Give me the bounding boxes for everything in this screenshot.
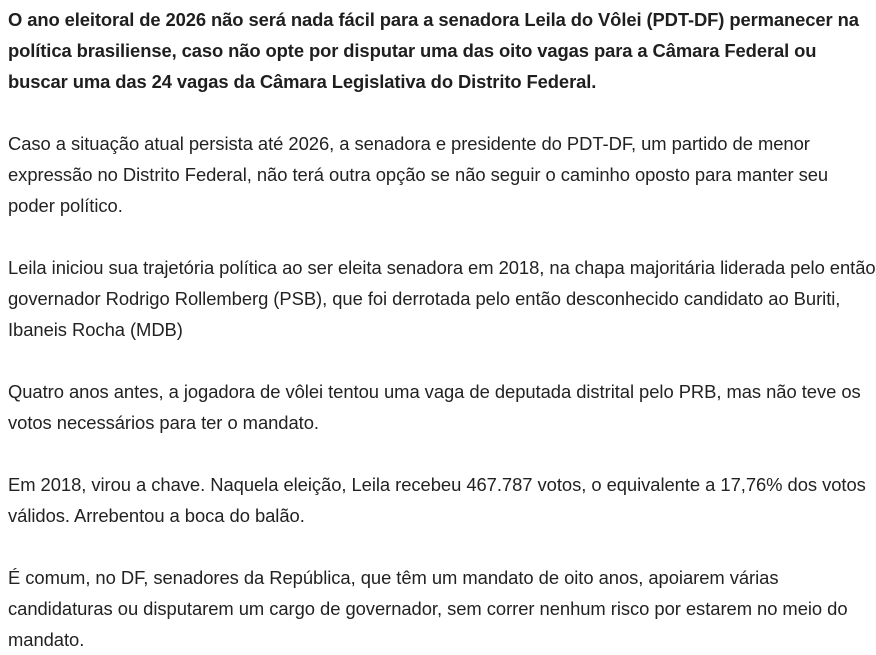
article-paragraph: Leila iniciou sua trajetória política ao ser eleita senadora em 2018, na chapa majoritária liderada pelo então governador Rodrigo Rollemberg (PSB), que foi derrotada pelo então desconhecido candidato ao Buriti, Ibaneis Rocha (MDB) [8,257,876,340]
article-paragraph: Caso a situação atual persista até 2026, a senadora e presidente do PDT-DF, um partido de menor expressão no Distrito Federal, não terá outra opção se não seguir o caminho oposto para manter seu poder político. [8,133,829,216]
article-lead: O ano eleitoral de 2026 não será nada fácil para a senadora Leila do Vôlei (PDT-DF) permanecer na política brasiliense, caso não opte por disputar uma das oito vagas para a Câmara Federal ou buscar uma das 24 vagas da Câmara Legislativa do Distrito Federal. [8,9,859,92]
article-paragraph: Em 2018, virou a chave. Naquela eleição, Leila recebeu 467.787 votos, o equivalente a 17,76% dos votos válidos. Arrebentou a boca do balão. [8,474,866,526]
article-paragraph: Quatro anos antes, a jogadora de vôlei tentou uma vaga de deputada distrital pelo PRB, mas não teve os votos necessários para ter o mandato. [8,381,861,433]
article-paragraph: É comum, no DF, senadores da República, que têm um mandato de oito anos, apoiarem várias candidaturas ou disputarem um cargo de governador, sem correr nenhum risco por estarem no meio do mandato. [8,567,848,650]
